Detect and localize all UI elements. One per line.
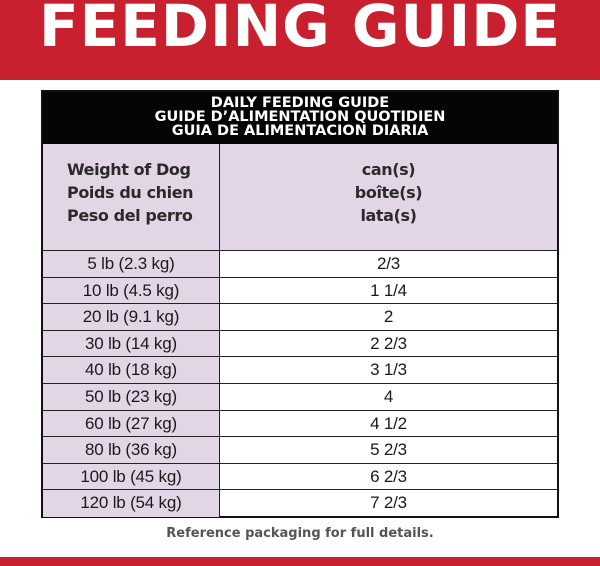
- page-title: FEEDING GUIDE: [39, 0, 561, 60]
- weight-cell: 10 lb (4.5 kg): [43, 278, 220, 304]
- table-row: [43, 384, 557, 411]
- weight-column-header: [43, 144, 220, 250]
- amount-cell: 6 2/3: [370, 466, 407, 486]
- weight-header-english: Weight of Dog: [67, 160, 191, 179]
- table-body: [43, 251, 557, 517]
- footnote: Reference packaging for full details.: [166, 526, 434, 541]
- weight-cell: 50 lb (23 kg): [43, 384, 220, 410]
- table-row: [43, 331, 557, 358]
- heading-line-spanish: GUIA DE ALIMENTACION DIARIA: [171, 123, 429, 139]
- weight-cell: 100 lb (45 kg): [43, 464, 220, 490]
- amount-cell: 4 1/2: [370, 413, 407, 433]
- amount-cell: 2 2/3: [370, 333, 407, 353]
- table-row: [43, 437, 557, 464]
- column-headers: [43, 144, 557, 251]
- weight-header-spanish: Peso del perro: [67, 206, 193, 225]
- table-row: [43, 251, 557, 278]
- amount-cell: 7 2/3: [370, 493, 407, 513]
- amount-column-header: [220, 144, 557, 250]
- amount-cell: 1 1/4: [370, 280, 407, 300]
- table-row: [43, 357, 557, 384]
- weight-cell: 60 lb (27 kg): [43, 411, 220, 437]
- amount-cell: 3 1/3: [370, 360, 407, 380]
- table-row: [43, 490, 557, 517]
- amount-header-spanish: lata(s): [360, 206, 417, 225]
- amount-cell: 2/3: [376, 254, 401, 273]
- weight-cell: 30 lb (14 kg): [43, 331, 220, 357]
- amount-header-english: can(s): [361, 160, 416, 179]
- bottom-bar: [0, 557, 600, 566]
- amount-cell: 5 2/3: [370, 440, 407, 460]
- weight-cell: 5 lb (2.3 kg): [43, 251, 220, 277]
- heading-line-french: GUIDE D’ALIMENTATION QUOTIDIEN: [154, 109, 446, 125]
- table-row: [43, 411, 557, 438]
- weight-cell: 20 lb (9.1 kg): [43, 304, 220, 330]
- table-row: [43, 464, 557, 491]
- weight-cell: 80 lb (36 kg): [43, 437, 220, 463]
- table-row: [43, 278, 557, 305]
- amount-header-french: boîte(s): [354, 183, 423, 202]
- table-row: [43, 304, 557, 331]
- amount-cell: 2: [383, 307, 394, 327]
- amount-cell: 4: [383, 386, 394, 406]
- weight-cell: 40 lb (18 kg): [43, 357, 220, 383]
- feeding-table: [41, 90, 559, 518]
- header-banner: [0, 0, 600, 80]
- weight-header-french: Poids du chien: [67, 183, 194, 202]
- table-heading: [43, 92, 557, 144]
- heading-line-english: DAILY FEEDING GUIDE: [210, 95, 390, 111]
- weight-cell: 120 lb (54 kg): [43, 490, 220, 517]
